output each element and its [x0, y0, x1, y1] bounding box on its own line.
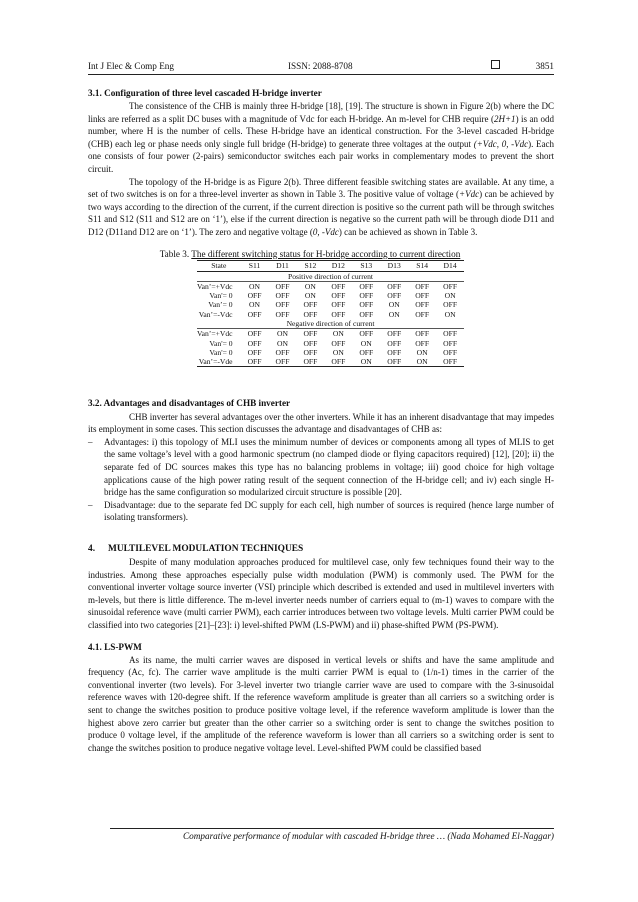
switch-cell: OFF — [331, 309, 346, 319]
text-run: The topology of the H-bridge is as Figure 2(b). Three different feasible switching states are available. At any time, a set of two switches is on for a three-level inverter as shown in Table 3. The positive value of voltage ( — [88, 176, 554, 200]
switch-cell: OFF — [331, 281, 346, 291]
issn: ISSN: 2088-8708 — [288, 61, 353, 71]
dash-bullet: – — [88, 436, 93, 447]
table-group-row — [197, 319, 464, 329]
switch-cell: OFF — [331, 291, 346, 301]
col-header: S11 — [248, 261, 261, 271]
section-4-1-paragraph-1: As its name, the multi carrier waves are disposed in vertical levels or shifts and have the same amplitude and frequency (Ac, fc). The carrier wave amplitude is the multi carrier PWM is equal to (1/n-1) times in the carrier of the conventional inverter (two levels). For 3-level inverter two triangle carrier wave are used to compare with the 3-sinusoidal reference waves with 120-degree shift. If the reference waveform amplitude is greater than all carriers so a switching order is sent to change the switches position to produce positive voltage level, if the reference waveform amplitude is lower than the highest above zero carrier but greater than the other carrier so a switching order is sent to change the switches position to produce 0 voltage level, if the amplitude of the reference waveform is lower than all carriers so a switching order is sent to change the switches position to produce negative voltage level. Level-shifted PWM could be classified based — [88, 654, 554, 753]
section-title-text: MULTILEVEL MODULATION TECHNIQUES — [108, 543, 304, 554]
col-header: S14 — [416, 261, 429, 271]
switch-cell: OFF — [303, 347, 318, 357]
switch-cell: OFF — [303, 300, 318, 310]
switch-cell: OFF — [387, 347, 402, 357]
switch-cell: OFF — [436, 357, 464, 367]
switch-cell: OFF — [296, 357, 324, 367]
switch-cell: ON — [332, 347, 344, 357]
text-run: ) can be achieved as shown in Table 3. — [338, 227, 478, 238]
switch-cell: OFF — [359, 329, 374, 339]
text-run: ) is an odd number, where H is the number of cells. These H-bridge have an identical construction. For the 3-level cascaded H-bridge (CHB) each leg or phase needs only single full bridge (H-bridge) to generate three voltages at the output — [88, 113, 554, 149]
switch-cell: OFF — [415, 338, 430, 348]
switch-cell: OFF — [415, 281, 430, 291]
table-header-row — [197, 261, 464, 271]
journal-name: Int J Elec & Comp Eng — [88, 61, 174, 71]
table-row — [197, 348, 464, 357]
running-footer: Comparative performance of modular with cascaded H-bridge three … (Nada Mohamed El-Naggar) — [110, 828, 554, 843]
switch-cell: OFF — [387, 291, 402, 301]
switching-table — [197, 260, 464, 367]
negative-group-label: Negative direction of current — [197, 319, 464, 329]
section-4-1-title: 4.1. LS-PWM — [88, 641, 142, 652]
text-run: ) can be achieved by two ways according to the direction of the current, if the current direction is positive so the current path will be through switches S11 and S12 (S11 and S12 are on ‘1’), else if the current direction is negative so the current path will be through diode D11 and D12 (D11and D12 are on ‘1’). The zero and negative voltage ( — [88, 189, 554, 238]
section-3-2-paragraph-1: CHB inverter has several advantages over the other inverters. While it has an inherent disadvantage that may impedes its employment in some cases. This section discusses the advantage and disadvantages of CHB as: — [88, 411, 554, 435]
switch-cell: OFF — [241, 357, 269, 367]
running-header — [88, 58, 554, 75]
switch-cell: ON — [304, 291, 316, 301]
section-3-1-paragraph-2 — [88, 176, 554, 239]
list-item-text: Disadvantage: due to the separate fed DC supply for each cell, high number of sources is required (hence large number of isolating transformers). — [104, 499, 554, 523]
switch-cell: ON — [416, 347, 428, 357]
caption-prefix: Table 3. — [159, 248, 192, 259]
section-3-2-title: 3.2. Advantages and disadvantages of CHB inverter — [88, 398, 291, 409]
state-cell: Van'= 0 — [209, 347, 233, 357]
formula: 2H+1 — [493, 113, 516, 124]
table-row — [197, 300, 464, 309]
state-cell: Van’=+Vdc — [197, 329, 233, 339]
switch-cell: OFF — [359, 291, 374, 301]
advantages-list — [88, 436, 554, 524]
switch-cell: OFF — [359, 309, 374, 319]
switch-cell: OFF — [443, 329, 458, 339]
section-3-1-title: 3.1. Configuration of three level cascaded H-bridge inverter — [88, 88, 322, 98]
state-cell: Van’=-Vdc — [198, 309, 233, 319]
switch-cell: OFF — [247, 329, 262, 339]
col-header: D12 — [331, 261, 345, 271]
switch-cell: ON — [360, 338, 372, 348]
switch-cell: OFF — [415, 309, 430, 319]
switch-cell: ON — [276, 338, 288, 348]
switch-cell: OFF — [443, 338, 458, 348]
col-header: D13 — [387, 261, 401, 271]
dash-bullet: – — [88, 499, 93, 510]
switch-cell: OFF — [331, 338, 346, 348]
body-content — [88, 87, 554, 754]
switch-cell: ON — [249, 281, 261, 291]
switch-cell: ON — [388, 309, 400, 319]
square-icon — [491, 60, 500, 69]
switch-cell: OFF — [387, 329, 402, 339]
list-item-text: Advantages: i) this topology of MLI uses the minimum number of devices or components among all types of MLIS to get the same voltage’s level with a good harmonic spectrum (no clamped diode or flying capacitors required) [12], [20]; ii) the separate fed of DC sources makes this type has no balancing problems in voltage; iii) good choice for high voltage applications cause of the high power rating result of the sequent connection of the H-bridge cell; and iv) each single H-bridge has the same configuration so modularized circuit structure is possible [20]. — [104, 436, 554, 498]
switch-cell: OFF — [303, 329, 318, 339]
switch-cell: OFF — [443, 281, 458, 291]
switch-cell: OFF — [275, 291, 290, 301]
switch-cell: OFF — [331, 300, 346, 310]
switch-cell: ON — [352, 357, 380, 367]
switch-cell: OFF — [359, 281, 374, 291]
table-row — [197, 329, 464, 339]
positive-group-label: Positive direction of current — [197, 271, 464, 281]
switch-cell: OFF — [443, 300, 458, 310]
formula: +Vdc — [459, 189, 480, 200]
switch-cell: ON — [249, 300, 261, 310]
table-3 — [88, 248, 554, 368]
table-row — [197, 357, 464, 367]
switch-cell: OFF — [303, 338, 318, 348]
col-header: State — [211, 261, 227, 271]
section-4-title — [88, 543, 554, 556]
state-cell: Van’=-Vde — [197, 357, 241, 367]
text-run: ). Each one consists of four power (2-pairs) semiconductor switches each pair works in complementary modes to prevent the short circuit. — [88, 138, 554, 175]
switch-cell: OFF — [415, 300, 430, 310]
switch-cell: OFF — [387, 338, 402, 348]
switch-cell: ON — [444, 291, 456, 301]
switch-cell: OFF — [269, 357, 297, 367]
table-row — [197, 291, 464, 300]
switch-cell: OFF — [247, 291, 262, 301]
switch-cell: OFF — [275, 281, 290, 291]
switch-cell: OFF — [275, 309, 290, 319]
col-header: S12 — [304, 261, 317, 271]
switch-cell: ON — [388, 300, 400, 310]
switch-cell: OFF — [387, 281, 402, 291]
switch-cell: OFF — [247, 347, 262, 357]
switch-cell: OFF — [443, 347, 458, 357]
switch-cell: ON — [276, 329, 288, 339]
switch-cell: OFF — [415, 291, 430, 301]
state-cell: Van'= 0 — [209, 291, 233, 301]
formula: (+Vdc, 0, -Vdc — [473, 138, 529, 149]
text-run: The consistence of the CHB is mainly three H-bridge [18], [19]. The structure is shown in Figure 2(b) where the DC links are referred as a split DC buses with a magnitude of Vdc for each H-bridge. An m-level for CHB require ( — [88, 101, 554, 124]
switch-cell: OFF — [247, 338, 262, 348]
switch-cell: OFF — [359, 347, 374, 357]
page-number: 3851 — [535, 61, 554, 71]
table-group-row — [197, 271, 464, 281]
formula: 0, -Vdc — [312, 227, 339, 238]
col-header: S13 — [360, 261, 373, 271]
switch-cell: ON — [444, 309, 456, 319]
switch-cell: OFF — [359, 300, 374, 310]
state-cell: Van’= 0 — [208, 300, 233, 310]
table-row — [197, 310, 464, 319]
table-caption — [66, 248, 554, 261]
switch-cell: OFF — [275, 347, 290, 357]
col-header: D14 — [443, 261, 457, 271]
caption-text: The different switching status for H-bridge according to current direction — [191, 248, 461, 259]
section-4-paragraph-1: Despite of many modulation approaches produced for multilevel case, only few techniques found their way to the industries. Among these approaches especially pulse width modulation (PWM) is commonly used. The PWM for the conventional inverter voltage source inverter (VSI) principle which described is extended and used in multilevel inverters with m-levels, but there is little difference. The m-level inverter needs number of carriers equal to (m-1) waves to compare with the sinusoidal reference wave (multi carrier PWM), each carrier introduces between two voltage levels. Multi carrier PWM could be classified into two categories [21]–[23]: i) level-shifted PWM (LS-PWM) and ii) phase-shifted PWM (PS-PWM). — [88, 557, 554, 630]
list-item — [88, 436, 554, 499]
switch-cell: OFF — [247, 309, 262, 319]
section-3-1-paragraph-1 — [88, 100, 554, 176]
state-cell: Van’=+Vdc — [197, 281, 233, 291]
switch-cell: ON — [408, 357, 436, 367]
state-cell: Van'= 0 — [209, 338, 233, 348]
switch-cell: OFF — [303, 309, 318, 319]
switch-cell: ON — [304, 281, 316, 291]
switch-cell: OFF — [275, 300, 290, 310]
switch-cell: OFF — [415, 329, 430, 339]
switch-cell: OFF — [324, 357, 352, 367]
switch-cell: OFF — [380, 357, 408, 367]
col-header: D11 — [276, 261, 289, 271]
section-number: 4. — [88, 543, 96, 554]
switch-cell: ON — [332, 329, 344, 339]
list-item — [88, 499, 554, 524]
table-row — [197, 281, 464, 291]
table-row — [197, 339, 464, 348]
